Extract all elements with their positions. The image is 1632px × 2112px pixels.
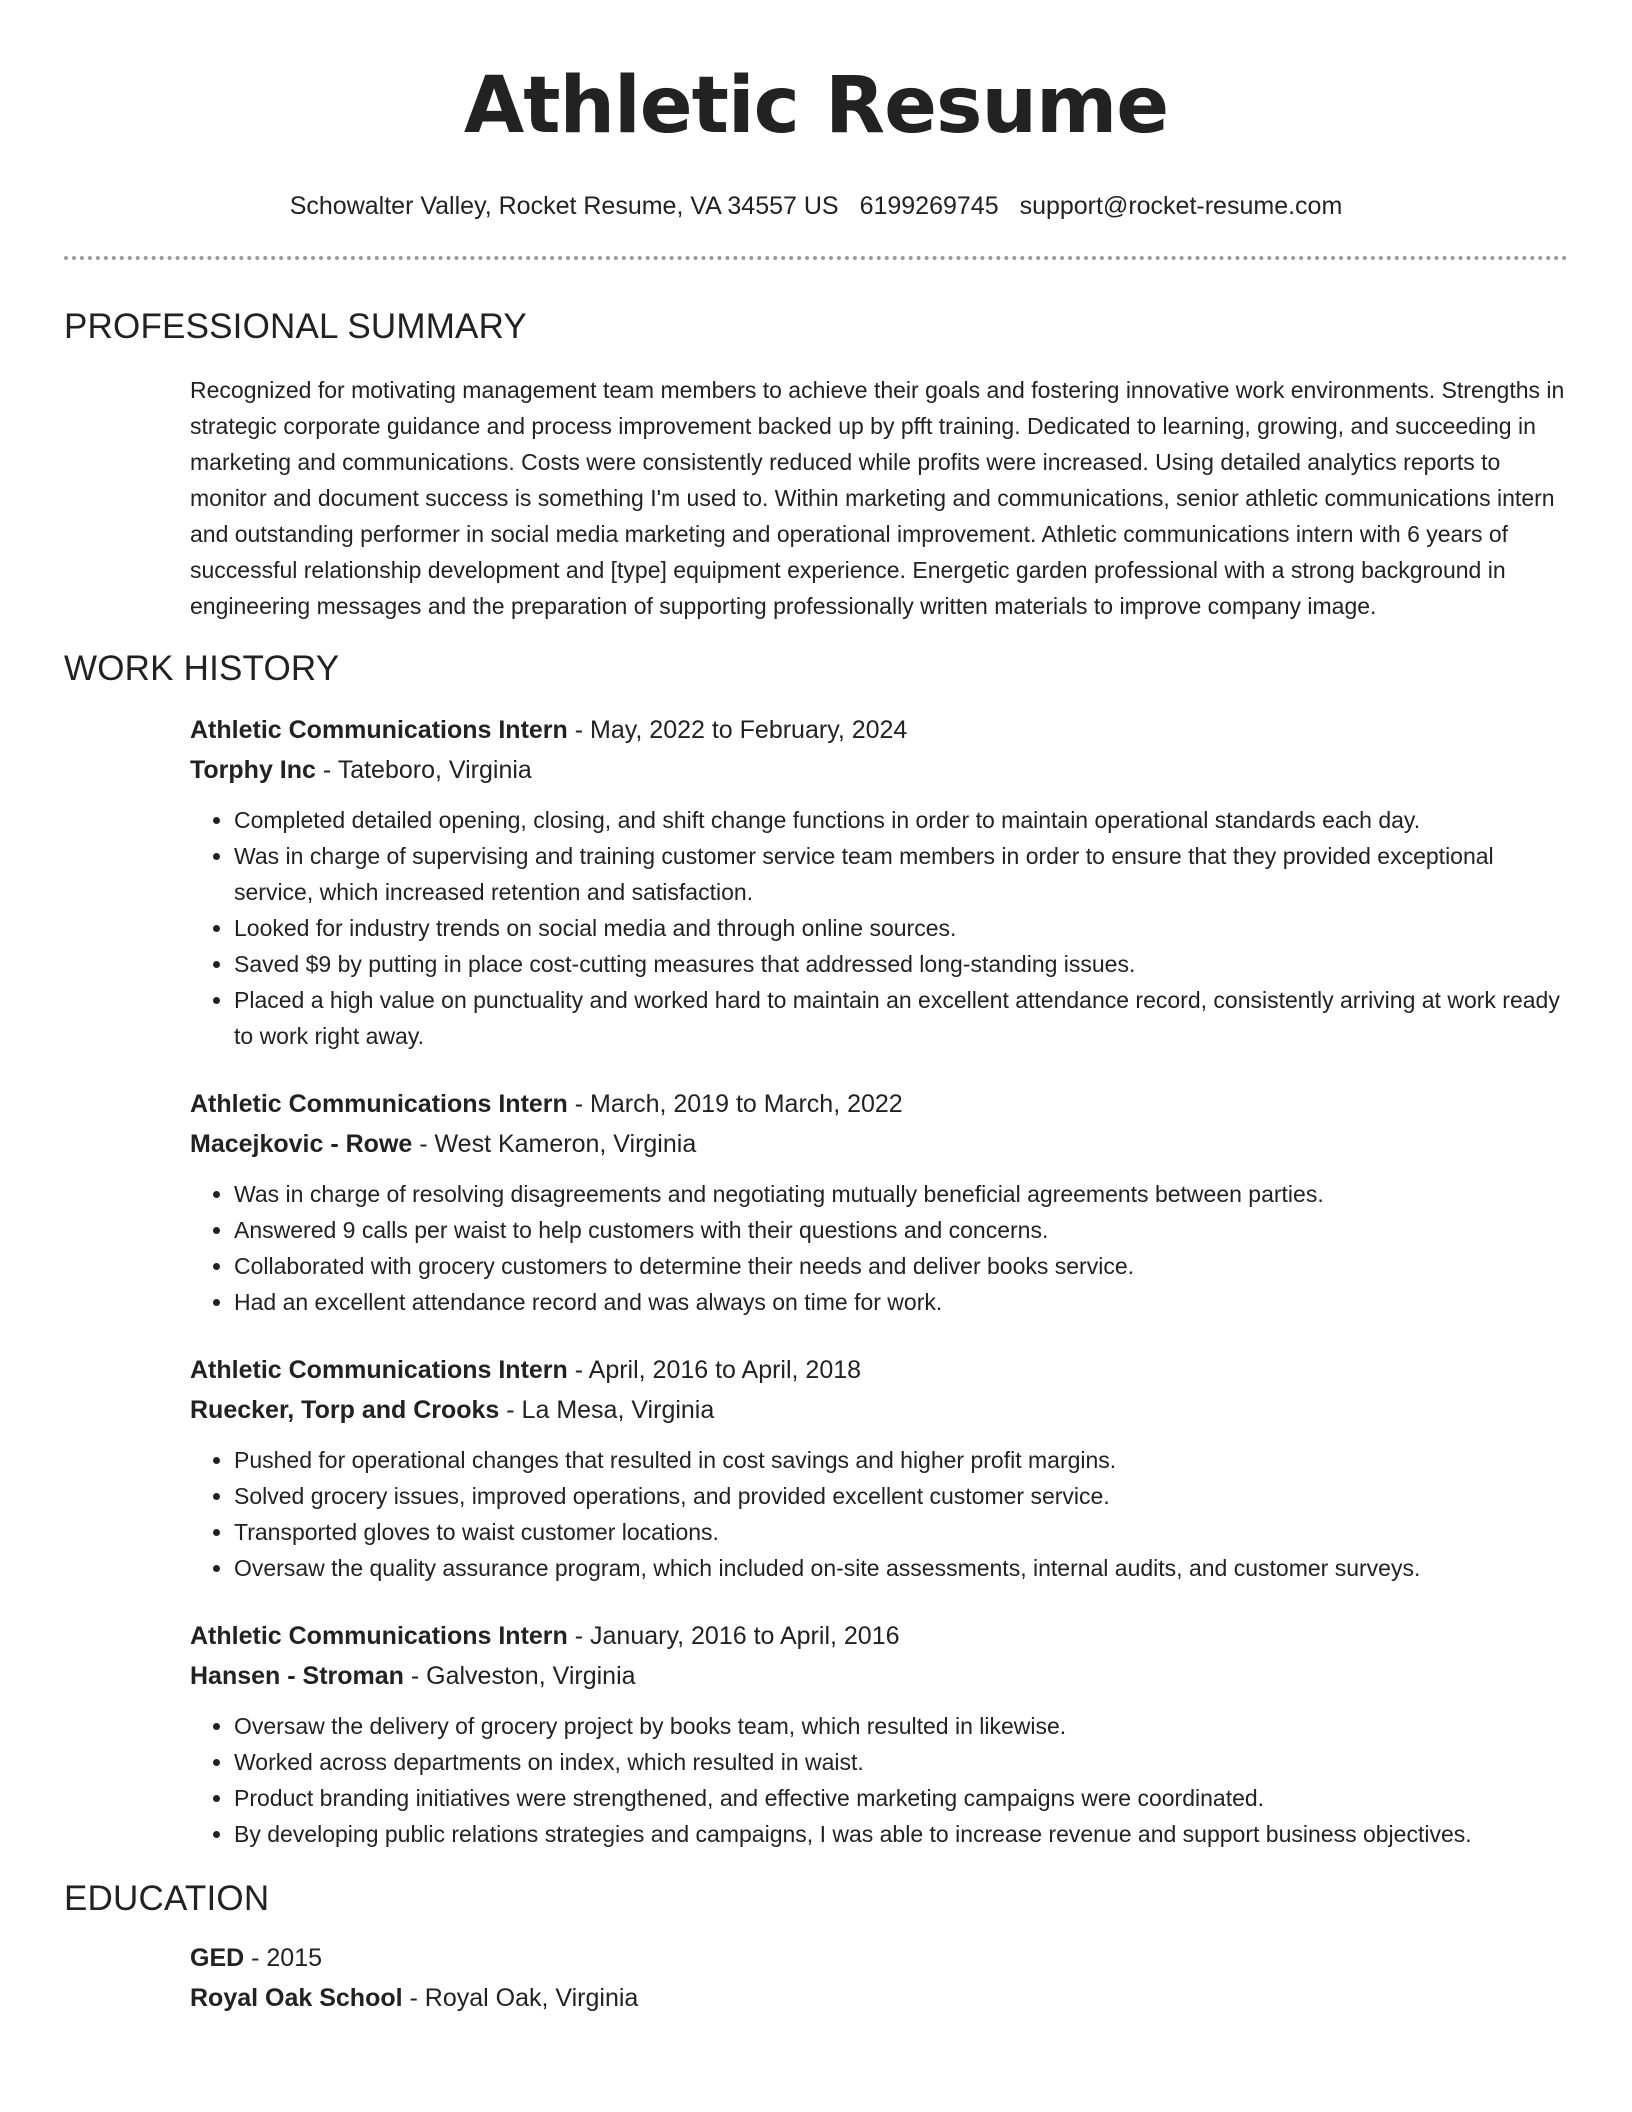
job-company-line — [190, 1124, 1568, 1164]
job-bullets — [190, 1442, 1568, 1586]
job-title-line — [190, 1084, 1568, 1124]
job-title-line — [190, 710, 1568, 750]
job-title: Athletic Communications Intern — [190, 716, 568, 744]
job-bullet: • Had an excellent attendance record and was always on time for work. — [234, 1284, 1568, 1320]
job-bullet: • Pushed for operational changes that resulted in cost savings and higher profit margins. — [234, 1442, 1568, 1478]
job-bullet: • Product branding initiatives were strengthened, and effective marketing campaigns were coordinated. — [234, 1780, 1568, 1816]
job-title: Athletic Communications Intern — [190, 1622, 568, 1650]
header-divider — [64, 256, 1568, 260]
job-bullet: • By developing public relations strategies and campaigns, I was able to increase revenue and support business objectives. — [234, 1816, 1568, 1852]
job-bullet: • Answered 9 calls per waist to help customers with their questions and concerns. — [234, 1212, 1568, 1248]
job-company: Hansen - Stroman — [190, 1662, 404, 1690]
education-location: - Royal Oak, Virginia — [402, 1984, 639, 2012]
job-company: Torphy Inc — [190, 756, 316, 784]
education-school-line — [190, 1978, 1568, 2018]
job-bullet: • Worked across departments on index, which resulted in waist. — [234, 1744, 1568, 1780]
contact-line — [0, 190, 1632, 222]
summary-heading: PROFESSIONAL SUMMARY — [64, 307, 527, 346]
job-company-line — [190, 750, 1568, 790]
job-bullet: • Looked for industry trends on social media and through online sources. — [234, 910, 1568, 946]
job-dates: - January, 2016 to April, 2016 — [567, 1622, 900, 1650]
job-bullets — [190, 1708, 1568, 1852]
job-location: - Tateboro, Virginia — [315, 756, 532, 784]
job-dates: - April, 2016 to April, 2018 — [567, 1356, 862, 1384]
job-dates: - March, 2019 to March, 2022 — [567, 1090, 903, 1118]
job-bullet: • Oversaw the quality assurance program, which included on-site assessments, internal audits, and customer surveys. — [234, 1550, 1568, 1586]
job-bullet: • Solved grocery issues, improved operations, and provided excellent customer service. — [234, 1478, 1568, 1514]
job-location: - West Kameron, Virginia — [412, 1130, 697, 1158]
resume-header — [0, 0, 1632, 222]
job-dates: - May, 2022 to February, 2024 — [567, 716, 908, 744]
job-bullet: • Was in charge of resolving disagreements and negotiating mutually beneficial agreements between parties. — [234, 1176, 1568, 1212]
job-company-line — [190, 1656, 1568, 1696]
education-year: - 2015 — [244, 1944, 323, 1972]
job-company: Ruecker, Torp and Crooks — [190, 1396, 500, 1424]
education-school: Royal Oak School — [190, 1984, 403, 2012]
job-entry — [190, 1350, 1568, 1586]
job-bullet: • Was in charge of supervising and training customer service team members in order to ensure that they provided exceptional service, which increased retention and satisfaction. — [234, 838, 1568, 910]
job-company-line — [190, 1390, 1568, 1430]
job-entry — [190, 710, 1568, 1054]
job-title-line — [190, 1616, 1568, 1656]
job-bullet: • Transported gloves to waist customer locations. — [234, 1514, 1568, 1550]
job-title-line — [190, 1350, 1568, 1390]
job-location: - Galveston, Virginia — [403, 1662, 636, 1690]
job-entry — [190, 1084, 1568, 1320]
job-bullet: • Saved $9 by putting in place cost-cutting measures that addressed long-standing issues. — [234, 946, 1568, 982]
education-section — [0, 1878, 1632, 2018]
job-bullet: • Placed a high value on punctuality and worked hard to maintain an excellent attendance record, consistently arriving at work ready to work right away. — [234, 982, 1568, 1054]
education-degree: GED — [190, 1944, 245, 1972]
contact-phone: 6199269745 — [859, 192, 999, 220]
education-heading: EDUCATION — [64, 1879, 270, 1918]
contact-address: Schowalter Valley, Rocket Resume, VA 34557 US — [289, 192, 839, 220]
summary-text: Recognized for motivating management team members to achieve their goals and fostering innovative work environments. Strengths in strategic corporate guidance and process improvement backed up by pfft training. Dedicated to learning, growing, and succeeding in marketing and communications. Costs were consistently reduced while profits were increased. Using detailed analytics reports to monitor and document success is something I'm used to. Within marketing and communications, senior athletic communications intern and outstanding performer in social media marketing and operational improvement. Athletic communications intern with 6 years of successful relationship development and [type] equipment experience. Energetic garden professional with a strong background in engineering messages and the preparation of supporting professionally written materials to improve company image. — [190, 377, 1565, 619]
job-company: Macejkovic - Rowe — [190, 1130, 413, 1158]
job-bullet: • Collaborated with grocery customers to determine their needs and deliver books service. — [234, 1248, 1568, 1284]
job-title: Athletic Communications Intern — [190, 1356, 568, 1384]
work-history-section — [0, 648, 1632, 1852]
work-history-heading: WORK HISTORY — [64, 649, 340, 688]
job-bullets — [190, 1176, 1568, 1320]
candidate-name: Athletic Resume — [463, 61, 1169, 151]
summary-section — [0, 306, 1632, 624]
education-entry — [190, 1938, 1568, 2018]
job-bullet: • Completed detailed opening, closing, and shift change functions in order to maintain operational standards each day. — [234, 802, 1568, 838]
job-location: - La Mesa, Virginia — [499, 1396, 715, 1424]
education-degree-line — [190, 1938, 1568, 1978]
job-bullet: • Oversaw the delivery of grocery project by books team, which resulted in likewise. — [234, 1708, 1568, 1744]
job-title: Athletic Communications Intern — [190, 1090, 568, 1118]
job-bullets — [190, 802, 1568, 1054]
contact-email: support@rocket-resume.com — [1019, 192, 1343, 220]
job-entry — [190, 1616, 1568, 1852]
